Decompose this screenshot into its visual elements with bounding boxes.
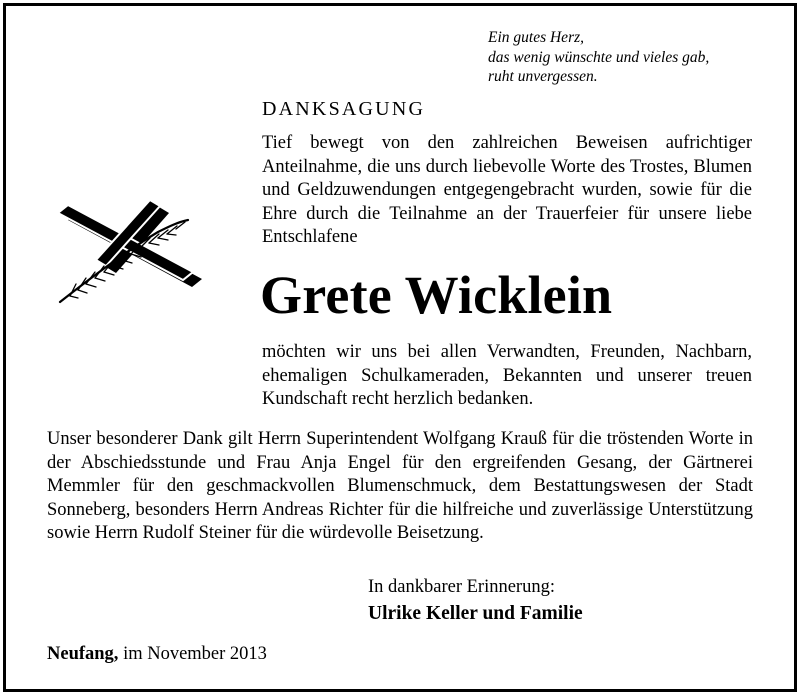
special-thanks-paragraph: Unser besonderer Dank gilt Herrn Superintendent Wolfgang Krauß für die tröstenden Worte in der Abschiedsstunde und Frau Anja Engel für den ergreifenden Gesang, der Gärtnerei Memmler für den geschmackvollen Blumenschmuck, dem Bestattungswesen der Stadt Sonneberg, besonders Herrn Andreas Richter für die hilfreiche und zuverlässige Unterstützung sowie Herrn Rudolf Steiner für die würdevolle Beisetzung.: [47, 429, 753, 543]
motto-line: ruht unvergessen.: [488, 68, 598, 85]
place: Neufang,: [47, 644, 119, 664]
motto-line: Ein gutes Herz,: [488, 29, 585, 46]
motto-line: das wenig wünschte und vieles gab,: [488, 48, 710, 66]
thanks-paragraph: möchten wir uns bei allen Verwandten, Freunden, Nachbarn, ehemaligen Schulkameraden, Bekannten und unserer treuen Kundschaft recht herzlich bedanken.: [262, 342, 752, 409]
cross-palm-icon: [48, 200, 208, 308]
deceased-name: Grete Wicklein: [260, 265, 613, 325]
motto-quote: [488, 28, 778, 87]
place-date-line: [47, 644, 267, 665]
intro-paragraph: Tief bewegt von den zahlreichen Beweisen aufrichtiger Anteilnahme, die uns durch liebevolle Worte des Trostes, Blumen und Geldzuwendungen entgegengebracht wurden, sowie für die Ehre durch die Teilnahme an der Trauerfeier für unsere liebe Entschlafene: [262, 133, 752, 247]
notice-heading: DANKSAGUNG: [262, 98, 426, 120]
signature-family: Ulrike Keller und Familie: [368, 603, 583, 624]
date: im November 2013: [123, 644, 267, 664]
signature-intro: In dankbarer Erinnerung:: [368, 577, 555, 597]
